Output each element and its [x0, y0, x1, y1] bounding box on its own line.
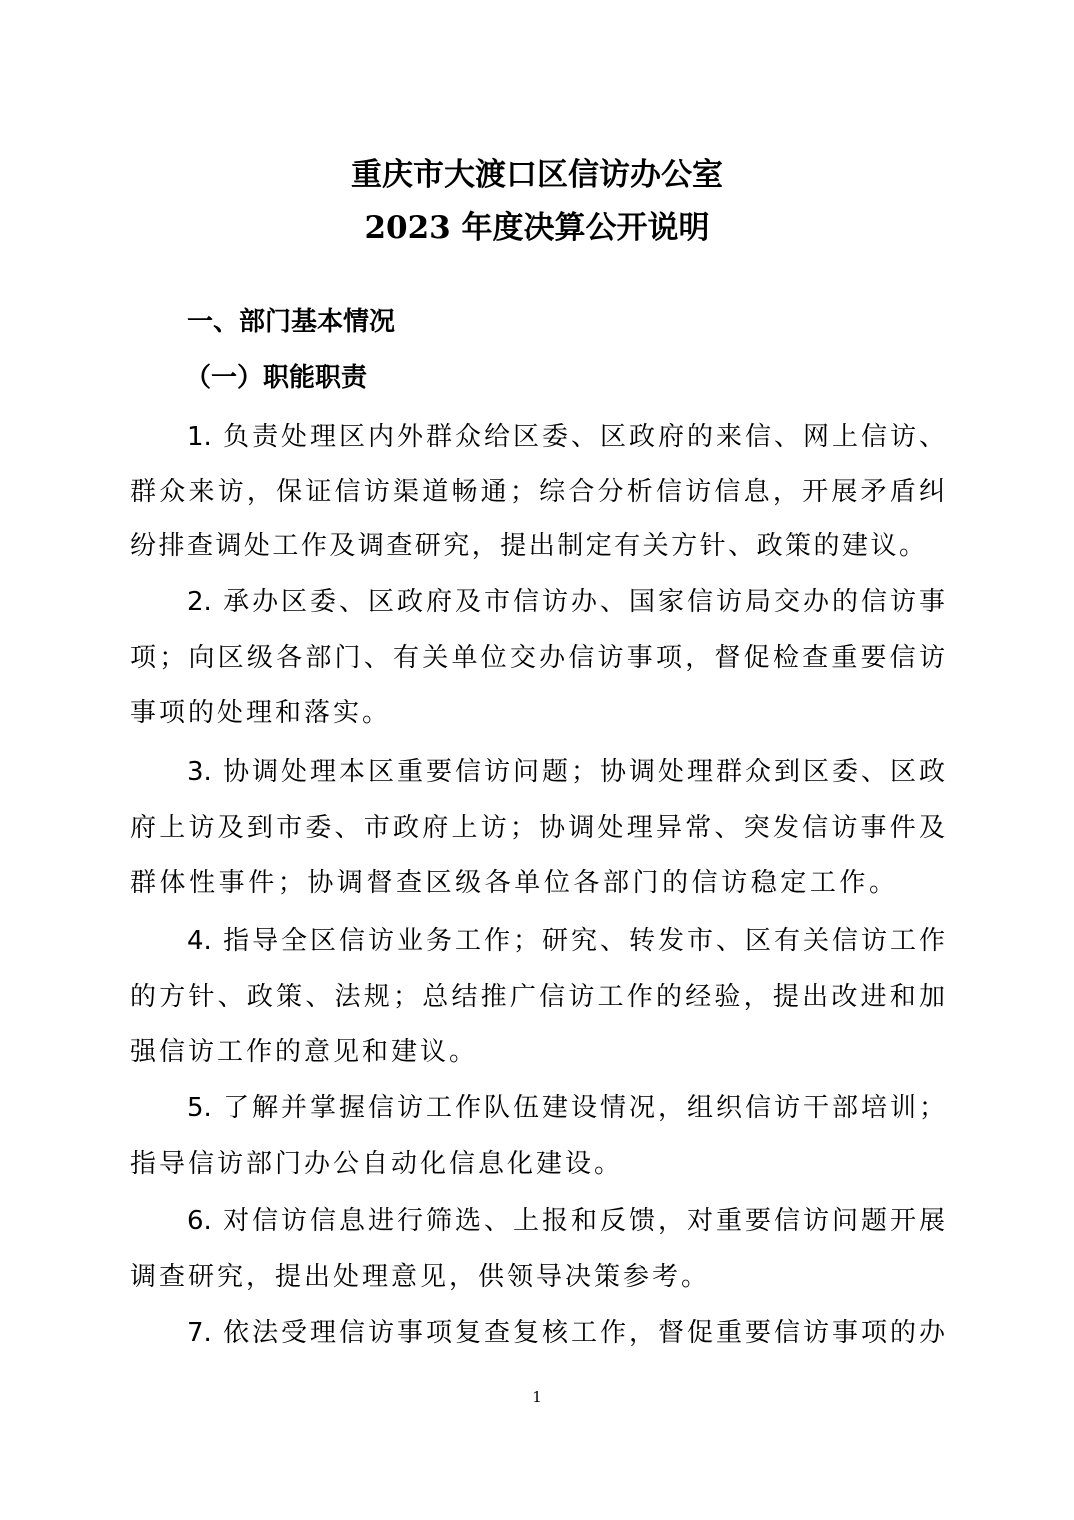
section-heading: 一、部门基本情况	[187, 307, 396, 337]
paragraph-line: 调查研究，提出处理意见，供领导决策参考。	[130, 1262, 711, 1292]
paragraph-line: 纷排查调处工作及调查研究，提出制定有关方针、政策的建议。	[130, 531, 925, 561]
paragraph-line: 项；向区级各部门、有关单位交办信访事项，督促检查重要信访	[130, 643, 945, 673]
paragraph-line: 6. 对信访信息进行筛选、上报和反馈，对重要信访问题开展	[187, 1206, 945, 1236]
paragraph-line: 强信访工作的意见和建议。	[130, 1037, 479, 1067]
document-title-line1: 重庆市大渡口区信访办公室	[351, 157, 723, 193]
subsection-heading: （一）职能职责	[185, 363, 368, 393]
paragraph-line: 2. 承办区委、区政府及市信访办、国家信访局交办的信访事	[187, 587, 945, 617]
paragraph-line: 7. 依法受理信访事项复查复核工作，督促重要信访事项的办	[187, 1318, 945, 1348]
paragraph-line: 群体性事件；协调督查区级各单位各部门的信访稳定工作。	[130, 868, 895, 898]
paragraph-line: 群众来访，保证信访渠道畅通；综合分析信访信息，开展矛盾纠	[130, 477, 945, 507]
paragraph-line: 4. 指导全区信访业务工作；研究、转发市、区有关信访工作	[187, 926, 945, 956]
paragraph-line: 指导信访部门办公自动化信息化建设。	[130, 1149, 624, 1179]
paragraph-line: 事项的处理和落实。	[130, 698, 392, 728]
paragraph-line: 3. 协调处理本区重要信访问题；协调处理群众到区委、区政	[187, 757, 945, 787]
document-title-line2: 2023 年度决算公开说明	[364, 210, 710, 246]
paragraph-line: 的方针、政策、法规；总结推广信访工作的经验，提出改进和加	[130, 982, 945, 1012]
page-number: 1	[532, 1388, 542, 1406]
paragraph-line: 1. 负责处理区内外群众给区委、区政府的来信、网上信访、	[187, 422, 945, 452]
paragraph-line: 5. 了解并掌握信访工作队伍建设情况，组织信访干部培训；	[187, 1093, 945, 1123]
paragraph-line: 府上访及到市委、市政府上访；协调处理异常、突发信访事件及	[130, 813, 945, 843]
